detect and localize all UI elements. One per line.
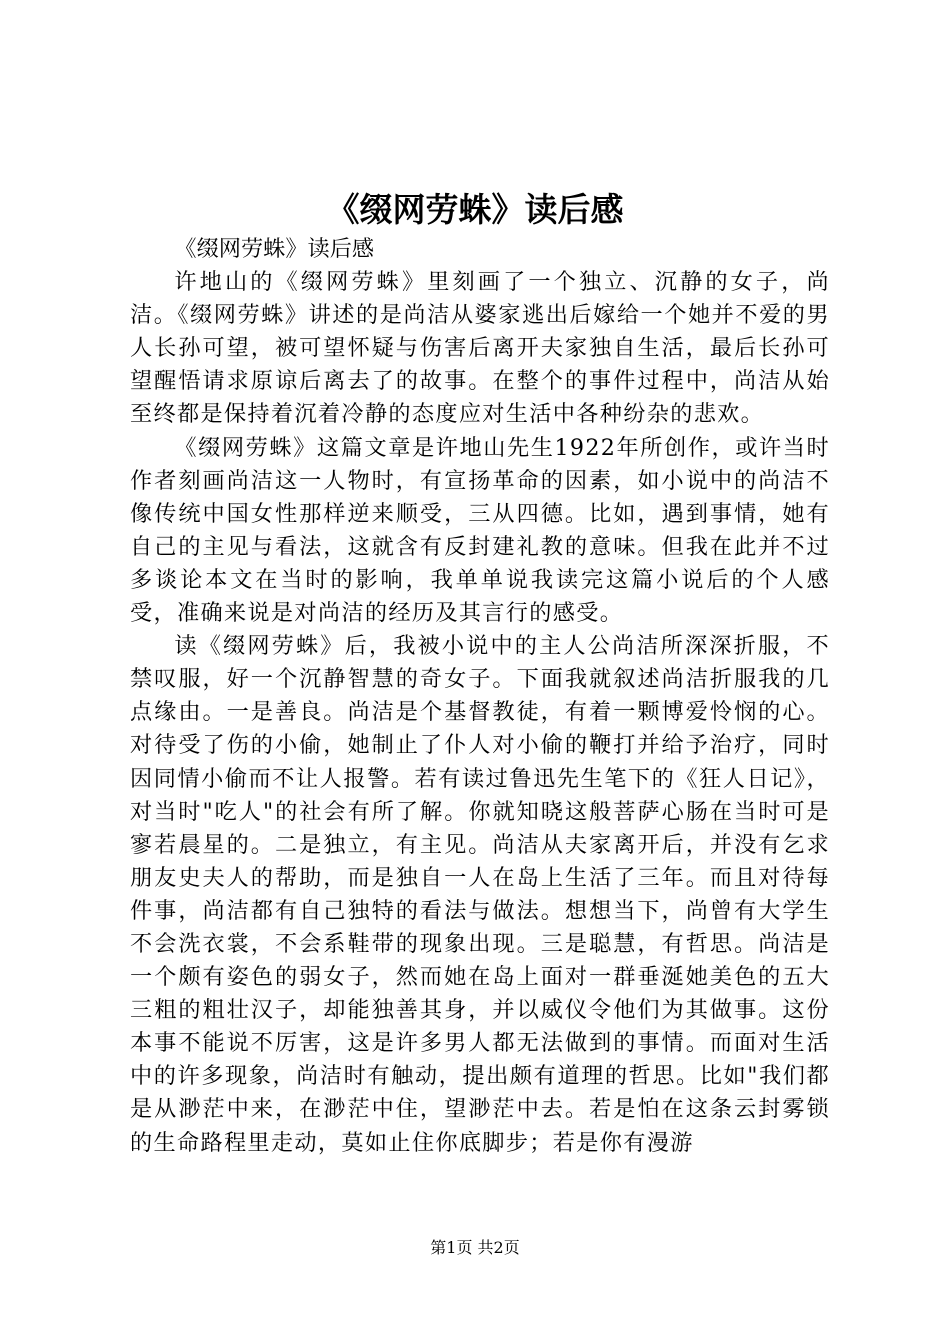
paragraph-3: 读《缀网劳蛛》后，我被小说中的主人公尚洁所深深折服，不禁叹服，好一个沉静智慧的奇女子。下面我就叙述尚洁折服我的几点缘由。一是善良。尚洁是个基督教徒，有着一颗博爱怜悯的心。对待受了伤的小偷，她制止了仆人对小偷的鞭打并给予治疗，同时因同情小偷而不让人报警。若有读过鲁迅先生笔下的《狂人日记》，对当时"吃人"的社会有所了解。你就知晓这般菩萨心肠在当时可是寥若晨星的。二是独立，有主见。尚洁从夫家离开后，并没有乞求朋友史夫人的帮助，而是独自一人在岛上生活了三年。而且对待每件事，尚洁都有自己独特的看法与做法。想想当下，尚曾有大学生不会洗衣裳，不会系鞋带的现象出现。三是聪慧，有哲思。尚洁是一个颇有姿色的弱女子，然而她在岛上面对一群垂涎她美色的五大三粗的粗壮汉子，却能独善其身，并以威仪令他们为其做事。这份本事不能说不厉害，这是许多男人都无法做到的事情。而面对生活中的许多现象，尚洁时有触动，提出颇有道理的哲思。比如"我们都是从渺茫中来，在渺茫中住，望渺茫中去。若是怕在这条云封雾锁的生命路程里走动，莫如止住你底脚步；若是你有漫游: [130, 633, 830, 1156]
document-body: [130, 233, 830, 1160]
page-footer: 第1页 共2页: [430, 1238, 520, 1257]
paragraph-2: 《缀网劳蛛》这篇文章是许地山先生1922年所创作，或许当时作者刻画尚洁这一人物时，有宣扬革命的因素，如小说中的尚洁不像传统中国女性那样逆来顺受，三从四德。比如，遇到事情，她有自己的主见与看法，这就含有反封建礼教的意味。但我在此并不过多谈论本文在当时的影响，我单单说我读完这篇小说后的个人感受，准确来说是对尚洁的经历及其言行的感受。: [130, 434, 830, 627]
document-title: 《缀网劳蛛》读后感: [326, 190, 624, 229]
paragraph-1: 许地山的《缀网劳蛛》里刻画了一个独立、沉静的女子，尚洁。《缀网劳蛛》讲述的是尚洁从婆家逃出后嫁给一个她并不爱的男人长孙可望，被可望怀疑与伤害后离开夫家独自生活，最后长孙可望醒悟请求原谅后离去了的故事。在整个的事件过程中，尚洁从始至终都是保持着沉着冷静的态度应对生活中各种纷杂的悲欢。: [130, 269, 830, 428]
document-subtitle: 《缀网劳蛛》读后感: [174, 236, 375, 262]
